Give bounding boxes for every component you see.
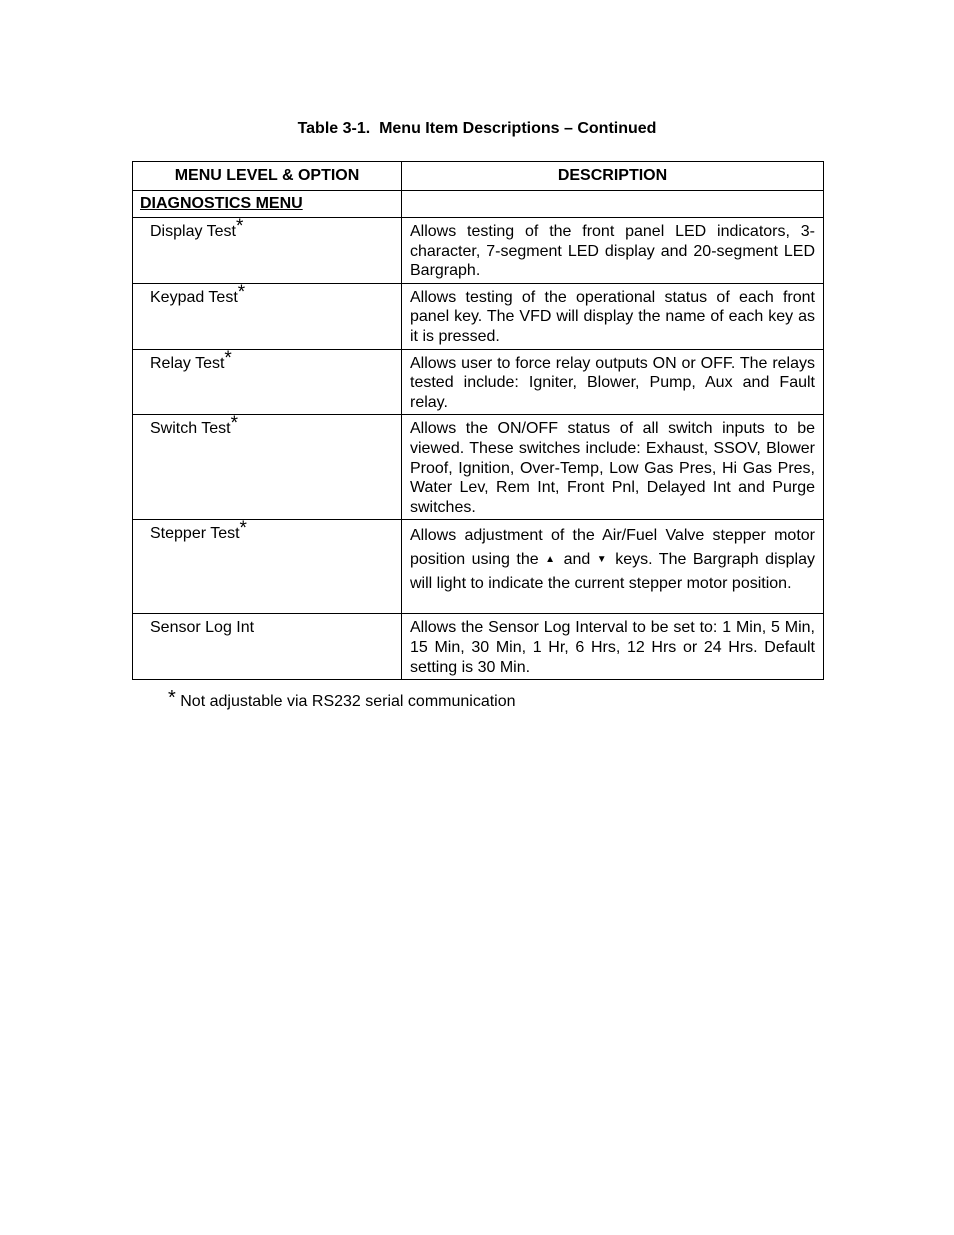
option-cell [133, 349, 402, 415]
description-cell: Allows testing of the front panel LED indicators, 3-character, 7-segment LED display and 20-segment LED Bargraph. [402, 218, 824, 284]
column-header-menu-level: MENU LEVEL & OPTION [133, 162, 402, 191]
footnote-marker: * [168, 687, 176, 709]
up-arrow-icon: ▲ [545, 554, 558, 566]
option-cell [133, 520, 402, 614]
section-row [133, 191, 824, 218]
description-text-middle: and [563, 551, 591, 569]
option-cell [133, 415, 402, 520]
footnote-marker: * [235, 216, 244, 237]
option-label: Sensor Log Int [150, 619, 255, 637]
option-label: Stepper Test [150, 525, 240, 543]
option-cell [133, 283, 402, 349]
description-text-before: Allows adjustment of the Air/Fuel Valve stepper motor position using the [410, 527, 815, 569]
section-title: DIAGNOSTICS MENU [140, 195, 303, 212]
table-row [133, 614, 824, 680]
footnote-marker: * [224, 347, 232, 369]
option-cell [133, 218, 402, 284]
description-cell: Allows testing of the operational status of each front panel key. The VFD will display the name of each key as it is pressed. [402, 283, 824, 349]
description-cell: Allows the Sensor Log Interval to be set to: 1 Min, 5 Min, 15 Min, 30 Min, 1 Hr, 6 Hrs, 12 Hrs or 24 Hrs. Default setting is 30 Min. [402, 614, 824, 680]
footnote [168, 687, 516, 712]
section-cell [133, 191, 402, 218]
footnote-marker: * [230, 413, 239, 435]
footnote-text: Not adjustable via RS232 serial communication [180, 693, 516, 710]
description-cell [402, 520, 824, 614]
table-row [133, 520, 824, 614]
option-label: Keypad Test [150, 288, 238, 306]
option-label: Switch Test [150, 420, 231, 438]
description-text-after: keys. The Bargraph display will light to indicate the current stepper motor position. [410, 551, 815, 593]
option-label: Display Test [150, 223, 236, 240]
table-header-row [133, 162, 824, 191]
footnote-marker: * [237, 281, 246, 303]
table-row [133, 283, 824, 349]
table-caption: Table 3-1. Menu Item Descriptions – Continued [297, 120, 657, 137]
down-arrow-icon: ▼ [596, 554, 609, 566]
footnote-marker: * [239, 518, 247, 540]
menu-item-table [132, 161, 824, 680]
table-row [133, 218, 824, 284]
table-row [133, 415, 824, 520]
section-empty-cell [402, 191, 824, 218]
column-header-description: DESCRIPTION [402, 162, 824, 191]
option-cell [133, 614, 402, 680]
table-row [133, 349, 824, 415]
description-cell: Allows user to force relay outputs ON or OFF. The relays tested include: Igniter, Blower, Pump, Aux and Fault relay. [402, 349, 824, 415]
description-cell: Allows the ON/OFF status of all switch inputs to be viewed. These switches include: Exhaust, SSOV, Blower Proof, Ignition, Over-Temp, Low Gas Pres, Hi Gas Pres, Water Lev, Rem Int, Front Pnl, Delayed Int and Purge switches. [402, 415, 824, 520]
option-label: Relay Test [150, 354, 225, 372]
